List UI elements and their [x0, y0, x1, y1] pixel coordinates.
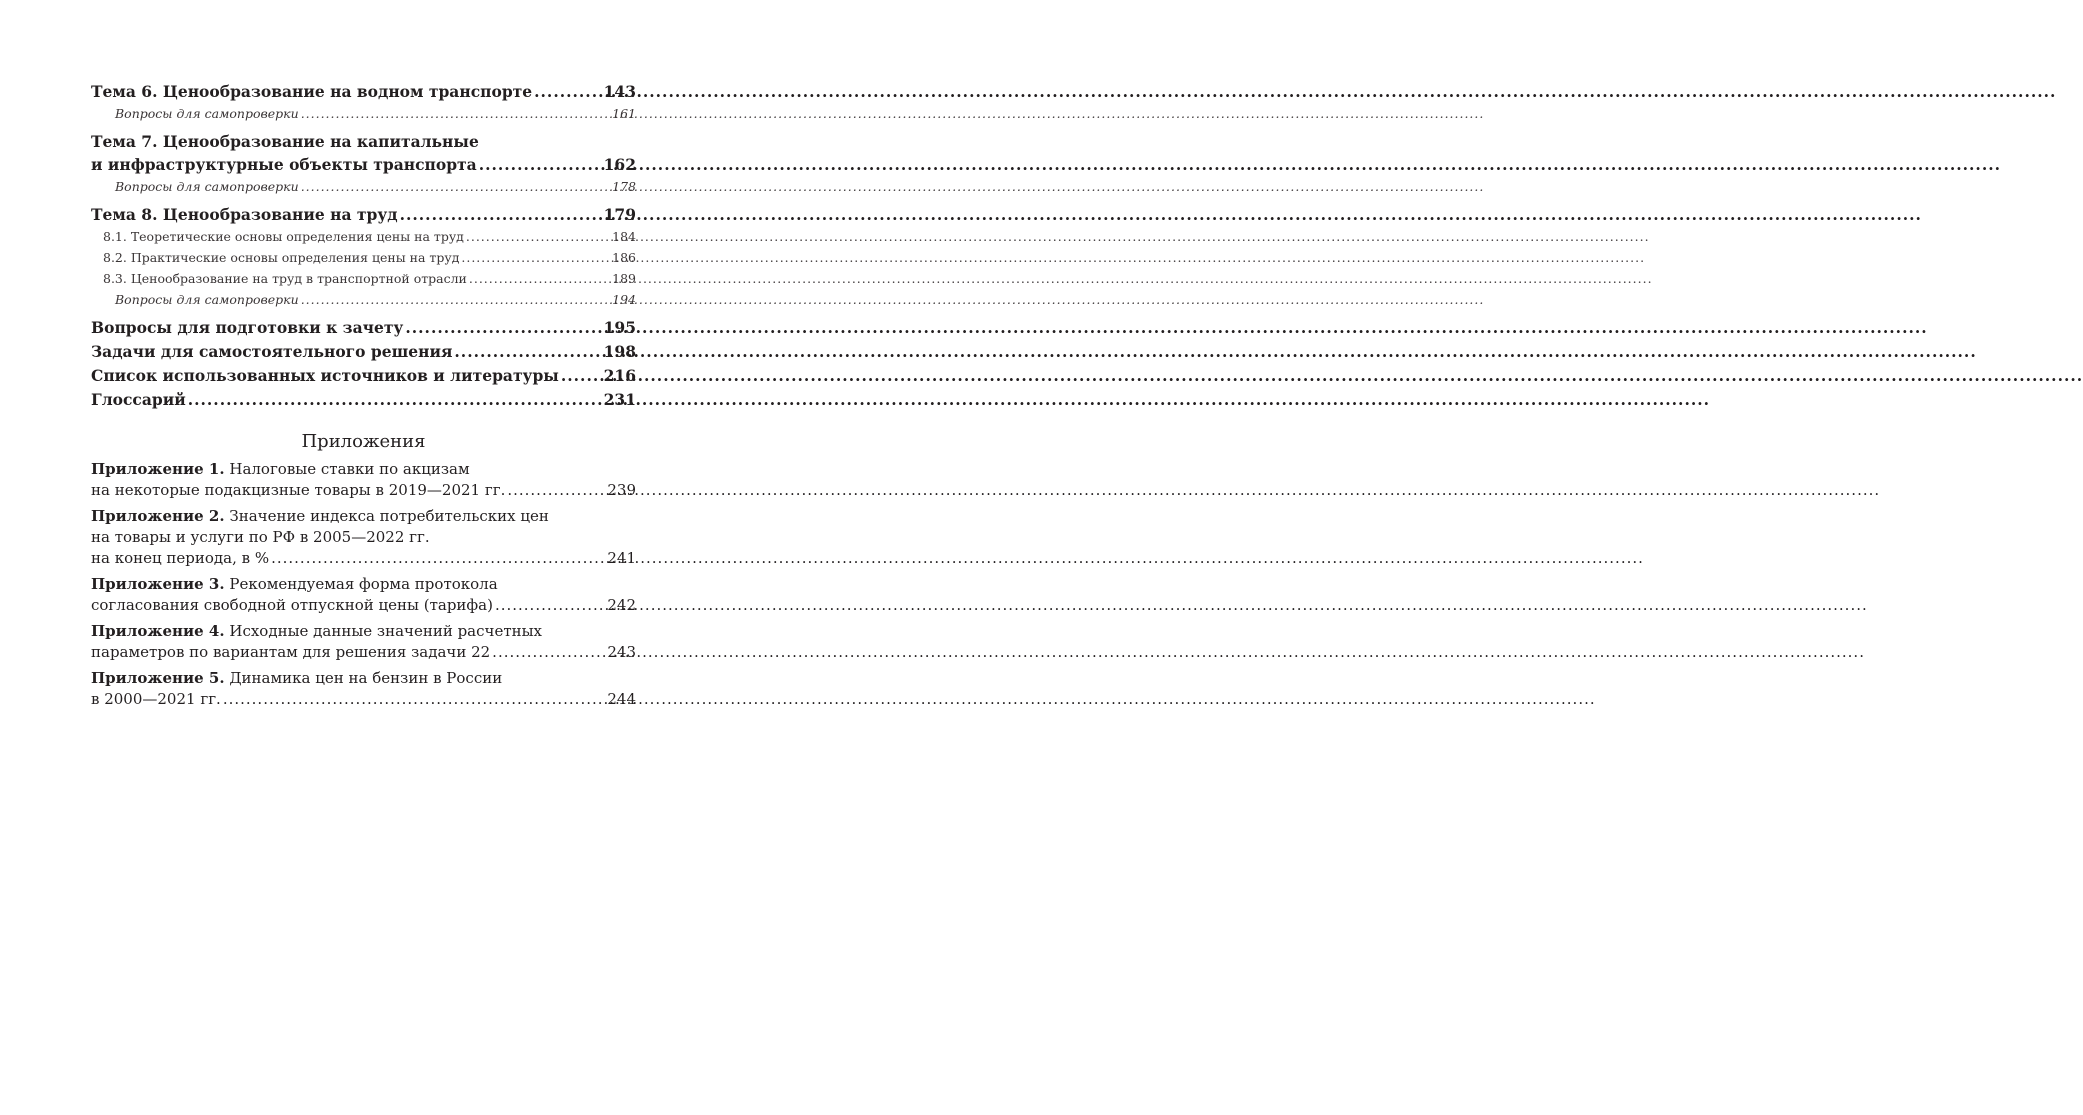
appendix-entry[interactable] [91, 574, 636, 616]
toc-self-check-entry[interactable] [91, 289, 636, 310]
appendix-last-line-page: 239 [607, 481, 636, 499]
toc-subsection-entry-page: 186 [612, 250, 636, 265]
toc-main-entry-page: 216 [603, 366, 636, 385]
leader-dots [301, 103, 610, 124]
appendix-line [91, 574, 636, 595]
toc-theme-title-line: Тема 7. Ценообразование на капитальные [91, 132, 479, 151]
toc-main-entry-page: 198 [603, 342, 636, 361]
appendix-last-line [91, 548, 636, 569]
toc-self-check-entry-title: Вопросы для самопроверки [115, 106, 299, 121]
appendix-line [91, 506, 636, 527]
toc-subsection-entry[interactable] [91, 226, 636, 247]
toc-self-check-entry-page: 178 [612, 179, 636, 194]
leader-dots [400, 203, 602, 226]
toc-self-check-entry-page: 194 [612, 292, 636, 307]
leader-dots [454, 340, 601, 363]
appendix-last-line-title: в 2000—2021 гг. [91, 690, 221, 708]
toc-self-check-entry-title: Вопросы для самопроверки [115, 292, 299, 307]
appendix-last-line-page: 241 [607, 549, 636, 567]
toc-subsection-entry-page: 184 [612, 229, 636, 244]
leader-dots [534, 80, 602, 103]
appendix-last-line [91, 595, 636, 616]
appendix-entry[interactable] [91, 621, 636, 663]
appendix-last-line-title: на конец периода, в % [91, 549, 270, 567]
toc-main-entry-page: 231 [603, 390, 636, 409]
appendix-last-line-page: 243 [607, 643, 636, 661]
toc-self-check-entry[interactable] [91, 176, 636, 197]
appendix-text: Значение индекса потребительских цен [224, 507, 549, 525]
appendix-label: Приложение 4. [91, 622, 225, 640]
appendix-text: Динамика цен на бензин в России [224, 669, 503, 687]
appendix-label: Приложение 1. [91, 460, 225, 478]
appendix-label: Приложение 5. [91, 669, 225, 687]
toc-theme-entry-page: 143 [603, 82, 636, 101]
toc-theme-entry-page: 179 [603, 205, 636, 224]
toc-theme-entry-page: 162 [603, 155, 636, 174]
toc-main-entry-page: 195 [603, 318, 636, 337]
leader-dots [479, 153, 602, 176]
toc-theme-block [91, 80, 636, 124]
appendix-entry[interactable] [91, 668, 636, 710]
toc-theme-entry-title: Тема 6. Ценообразование на водном транспорте [91, 82, 533, 101]
appendix-text: Исходные данные значений расчетных [224, 622, 543, 640]
appendix-entry[interactable] [91, 459, 636, 501]
toc-theme-entry[interactable] [91, 153, 636, 176]
appendix-label: Приложение 3. [91, 575, 225, 593]
leader-dots [561, 364, 602, 387]
toc-main-entry[interactable] [91, 364, 636, 387]
appendices-heading: Приложения [301, 431, 426, 452]
leader-dots [492, 642, 605, 663]
leader-dots [405, 316, 601, 339]
toc-main-entry-title: Вопросы для подготовки к зачету [91, 318, 404, 337]
toc-self-check-entry-page: 161 [612, 106, 636, 121]
leader-dots [469, 268, 610, 289]
leader-dots [188, 388, 602, 411]
toc-main-entry-title: Глоссарий [91, 390, 186, 409]
toc-subsection-entry-title: 8.2. Практические основы определения цены на труд [103, 250, 460, 265]
toc-subsection-entry[interactable] [91, 268, 636, 289]
toc-theme-entry-title: Тема 8. Ценообразование на труд [91, 205, 398, 224]
toc-main-entry[interactable] [91, 340, 636, 363]
toc-subsection-entry-title: 8.3. Ценообразование на труд в транспортной отрасли [103, 271, 467, 286]
toc-theme-entry[interactable] [91, 80, 636, 103]
appendix-last-line-page: 244 [607, 690, 636, 708]
appendix-line: на товары и услуги по РФ в 2005—2022 гг. [91, 528, 430, 546]
leader-dots [271, 548, 605, 569]
appendix-text: Рекомендуемая форма протокола [224, 575, 498, 593]
appendix-line [91, 668, 636, 689]
toc-main-entry[interactable] [91, 316, 636, 339]
appendix-text: Налоговые ставки по акцизам [224, 460, 470, 478]
leader-dots [301, 289, 610, 310]
toc-main-entry-title: Задачи для самостоятельного решения [91, 342, 453, 361]
appendix-last-line-title: на некоторые подакцизные товары в 2019—2021 гг. [91, 481, 506, 499]
appendix-last-line [91, 689, 636, 710]
appendix-last-line-title: согласования свободной отпускной цены (тарифа) [91, 596, 493, 614]
leader-dots [507, 480, 605, 501]
appendix-entry[interactable] [91, 506, 636, 569]
toc-subsection-entry-page: 189 [612, 271, 636, 286]
toc-self-check-entry-title: Вопросы для самопроверки [115, 179, 299, 194]
appendix-last-line [91, 480, 636, 501]
toc-theme-entry[interactable] [91, 203, 636, 226]
leader-dots [461, 247, 610, 268]
appendix-last-line-title: параметров по вариантам для решения задачи 22 [91, 643, 491, 661]
appendix-last-line [91, 642, 636, 663]
toc-self-check-entry[interactable] [91, 103, 636, 124]
toc-theme-entry-title: и инфраструктурные объекты транспорта [91, 155, 477, 174]
toc-main-entry[interactable] [91, 388, 636, 411]
appendix-line [91, 621, 636, 642]
appendix-line [91, 459, 636, 480]
toc-main-entry-title: Список использованных источников и литературы [91, 366, 559, 385]
toc-page [0, 0, 726, 1115]
toc-subsection-entry-title: 8.1. Теоретические основы определения цены на труд [103, 229, 464, 244]
table-of-contents [91, 80, 636, 715]
toc-main-entries [91, 316, 636, 411]
leader-dots [223, 689, 606, 710]
appendix-label: Приложение 2. [91, 507, 225, 525]
appendix-last-line-page: 242 [607, 596, 636, 614]
leader-dots [495, 595, 605, 616]
toc-subsection-entry[interactable] [91, 247, 636, 268]
toc-theme-block [91, 203, 636, 310]
leader-dots [466, 226, 610, 247]
leader-dots [301, 176, 610, 197]
toc-theme-block [91, 130, 636, 197]
